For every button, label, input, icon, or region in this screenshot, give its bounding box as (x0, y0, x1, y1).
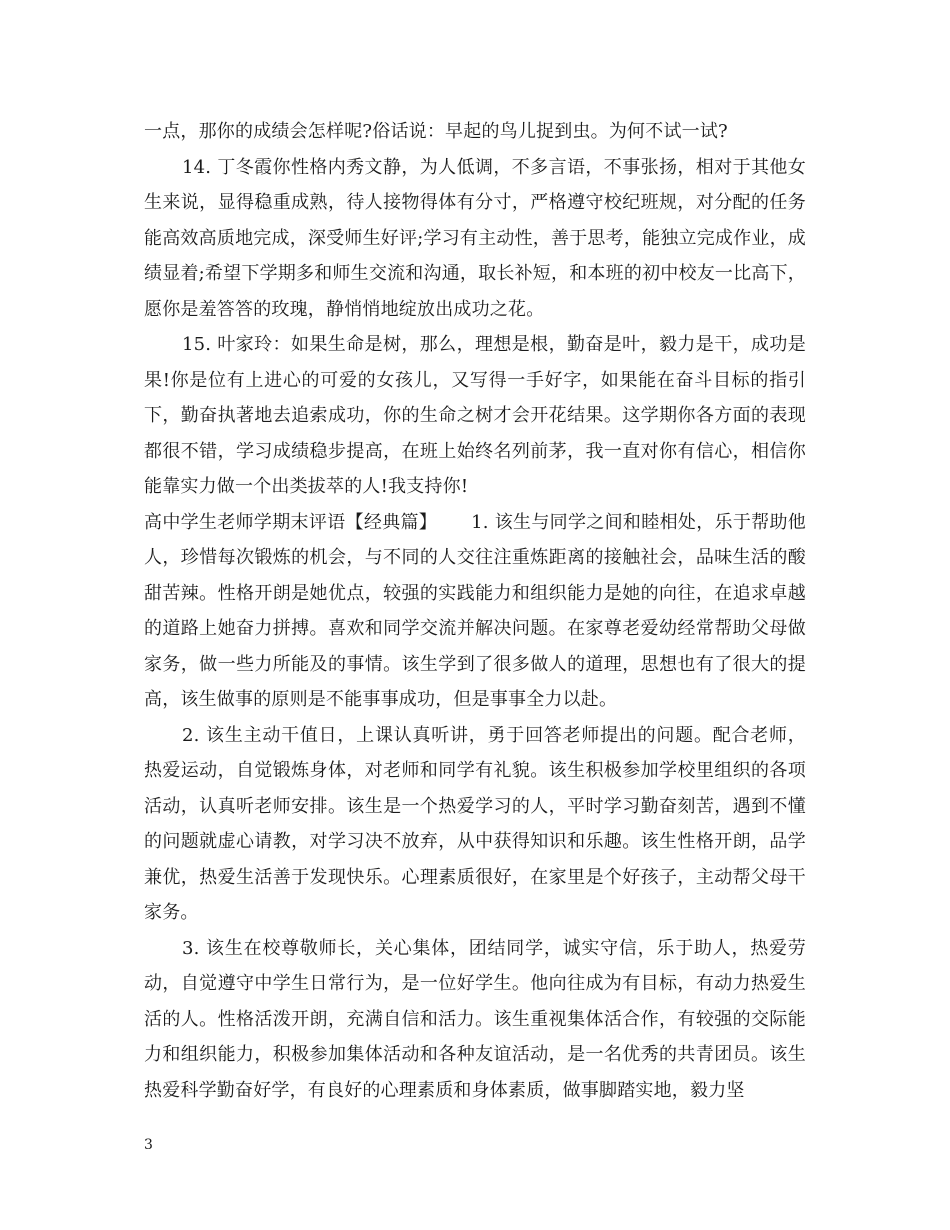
page-number: 3 (144, 1137, 153, 1153)
paragraph-section-start (144, 505, 806, 718)
paragraph-comment-15: 15. 叶家玲：如果生命是树，那么，理想是根，勤奋是叶，毅力是干，成功是果!你是位有上进心的可爱的女孩儿，又写得一手好字，如果能在奋斗目标的指引下，勤奋执著地去追索成功，你的生命之树才会开花结果。这学期你各方面的表现都很不错，学习成绩稳步提高，在班上始终名列前茅，我一直对你有信心，相信你能靠实力做一个出类拔萃的人!我支持你! (144, 334, 806, 497)
document-body (144, 114, 806, 1108)
paragraph-comment-3: 3. 该生在校尊敬师长，关心集体，团结同学，诚实守信，乐于助人，热爱劳动，自觉遵守中学生日常行为，是一位好学生。他向往成为有目标，有动力热爱生活的人。性格活泼开朗，充满自信和活力。该生重视集体活合作，有较强的交际能力和组织能力，积极参加集体活动和各种友谊活动，是一名优秀的共青团员。该生热爱科学勤奋好学，有良好的心理素质和身体素质，做事脚踏实地，毅力坚 (144, 937, 806, 1101)
paragraph-comment-2: 2. 该生主动干值日，上课认真听讲，勇于回答老师提出的问题。配合老师，热爱运动，自觉锻炼身体，对老师和同学有礼貌。该生积极参加学校里组织的各项活动，认真听老师安排。该生是一个热爱学习的人，平时学习勤奋刻苦，遇到不懂的问题就虚心请教，对学习决不放弃，从中获得知识和乐趣。该生性格开朗，品学兼优，热爱生活善于发现快乐。心理素质很好，在家里是个好孩子，主动帮父母干家务。 (144, 724, 806, 923)
paragraph-continuation: 一点，那你的成绩会怎样呢?俗话说：早起的鸟儿捉到虫。为何不试一试? (144, 121, 728, 142)
paragraph-comment-14: 14. 丁冬霞你性格内秀文静，为人低调，不多言语，不事张扬，相对于其他女生来说，显得稳重成熟，待人接物得体有分寸，严格遵守校纪班规，对分配的任务能高效高质地完成，深受师生好评;学习有主动性，善于思考，能独立完成作业，成绩显着;希望下学期多和师生交流和沟通，取长补短，和本班的初中校友一比高下，愿你是羞答答的玫瑰，静悄悄地绽放出成功之花。 (144, 156, 806, 320)
section-heading: 高中学生老师学期末评语【经典篇】 (144, 511, 438, 533)
paragraph-comment-1-text: 1. 该生与同学之间和睦相处，乐于帮助他人，珍惜每次锻炼的机会，与不同的人交往注重炼距离的接触社会，品味生活的酸甜苦辣。性格开朗是她优点，较强的实践能力和组织能力是她的向往，在追求卓越的道路上她奋力拼搏。喜欢和同学交流并解决问题。在家尊老爱幼经常帮助父母做家务，做一些力所能及的事情。该生学到了很多做人的道理，思想也有了很大的提高，该生做事的原则是不能事事成功，但是事事全力以赴。 (144, 511, 806, 710)
